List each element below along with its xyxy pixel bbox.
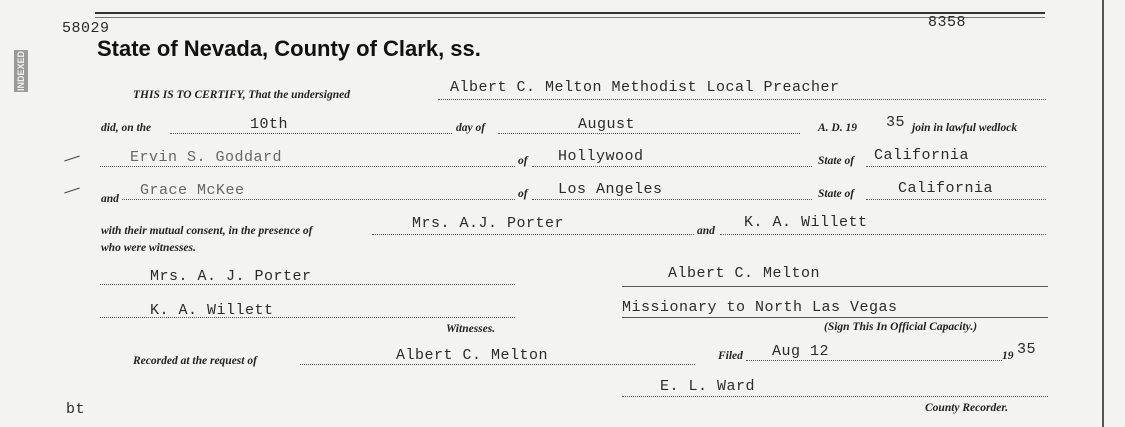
- officiant-signature: Albert C. Melton: [668, 265, 821, 282]
- month-value: August: [578, 116, 636, 133]
- certify-label: THIS IS TO CERTIFY, That the undersigned: [133, 89, 350, 101]
- page-title: State of Nevada, County of Clark, ss.: [97, 36, 481, 61]
- witness-1-value: Mrs. A.J. Porter: [412, 215, 565, 232]
- right-border: [1102, 0, 1104, 427]
- filed-year-prefix: 19: [1002, 350, 1014, 362]
- bride-city-value: Los Angeles: [558, 181, 663, 198]
- who-were-label: who were witnesses.: [101, 242, 196, 254]
- county-recorder-caption: County Recorder.: [925, 402, 1009, 414]
- recorded-label: Recorded at the request of: [133, 355, 257, 367]
- capacity-line: [622, 317, 1048, 318]
- filed-date-line: [746, 360, 1002, 361]
- groom-name-value: Ervin S. Goddard: [130, 149, 283, 166]
- witnesses-caption: Witnesses.: [446, 323, 496, 335]
- and-witness-label: and: [697, 225, 715, 237]
- officiant-value: Albert C. Melton Methodist Local Preacher: [450, 79, 840, 96]
- check-mark: [64, 188, 80, 194]
- join-label: join in lawful wedlock: [912, 122, 1018, 134]
- top-rule: [95, 12, 1045, 14]
- ad-label: A. D. 19: [818, 122, 857, 134]
- record-number: 58029: [62, 20, 110, 37]
- document-number: 8358: [928, 14, 967, 31]
- witness-2-value: K. A. Willett: [744, 214, 868, 231]
- groom-state-line: [866, 166, 1046, 167]
- day-value: 10th: [250, 116, 289, 133]
- clerk-initials: bt: [66, 401, 86, 418]
- month-line: [498, 133, 800, 134]
- bride-state-label: State of: [818, 188, 855, 200]
- indexed-stamp: INDEXED: [16, 51, 26, 92]
- check-mark: [64, 156, 80, 162]
- day-line: [170, 133, 452, 134]
- recorder-line: [622, 396, 1048, 397]
- recorded-line: [300, 364, 695, 365]
- consent-label: with their mutual consent, in the presence of: [101, 225, 313, 237]
- filed-label: Filed: [718, 350, 743, 362]
- did-on-label: did, on the: [101, 122, 152, 134]
- recorder-value: E. L. Ward: [660, 378, 756, 395]
- bride-of-label: of: [518, 188, 528, 200]
- groom-of-label: of: [518, 155, 528, 167]
- witness-sig-2: K. A. Willett: [150, 302, 274, 319]
- officiant-line: [438, 99, 1046, 100]
- officiant-capacity: Missionary to North Las Vegas: [622, 299, 898, 316]
- witness-1-line: [372, 234, 694, 235]
- groom-state-value: California: [874, 147, 970, 164]
- bride-city-line: [532, 199, 812, 200]
- witness-sig-1: Mrs. A. J. Porter: [150, 268, 312, 285]
- officiant-sig-line: [622, 286, 1048, 287]
- recorded-by-value: Albert C. Melton: [396, 347, 549, 364]
- and-label: and: [101, 193, 119, 205]
- bride-name-line: [122, 199, 515, 200]
- groom-state-label: State of: [818, 155, 855, 167]
- groom-name-line: [100, 166, 515, 167]
- sign-capacity-caption: (Sign This In Official Capacity.): [824, 321, 978, 333]
- day-of-label: day of: [456, 122, 486, 134]
- groom-city-line: [532, 166, 812, 167]
- filed-year-value: 35: [1017, 341, 1037, 358]
- top-rule-thin: [95, 17, 1045, 18]
- groom-city-value: Hollywood: [558, 148, 644, 165]
- witness-2-line: [720, 234, 1046, 235]
- filed-date-value: Aug 12: [772, 343, 830, 360]
- bride-state-line: [866, 199, 1046, 200]
- bride-name-value: Grace McKee: [140, 182, 245, 199]
- year-value: 35: [886, 114, 906, 131]
- bride-state-value: California: [898, 180, 994, 197]
